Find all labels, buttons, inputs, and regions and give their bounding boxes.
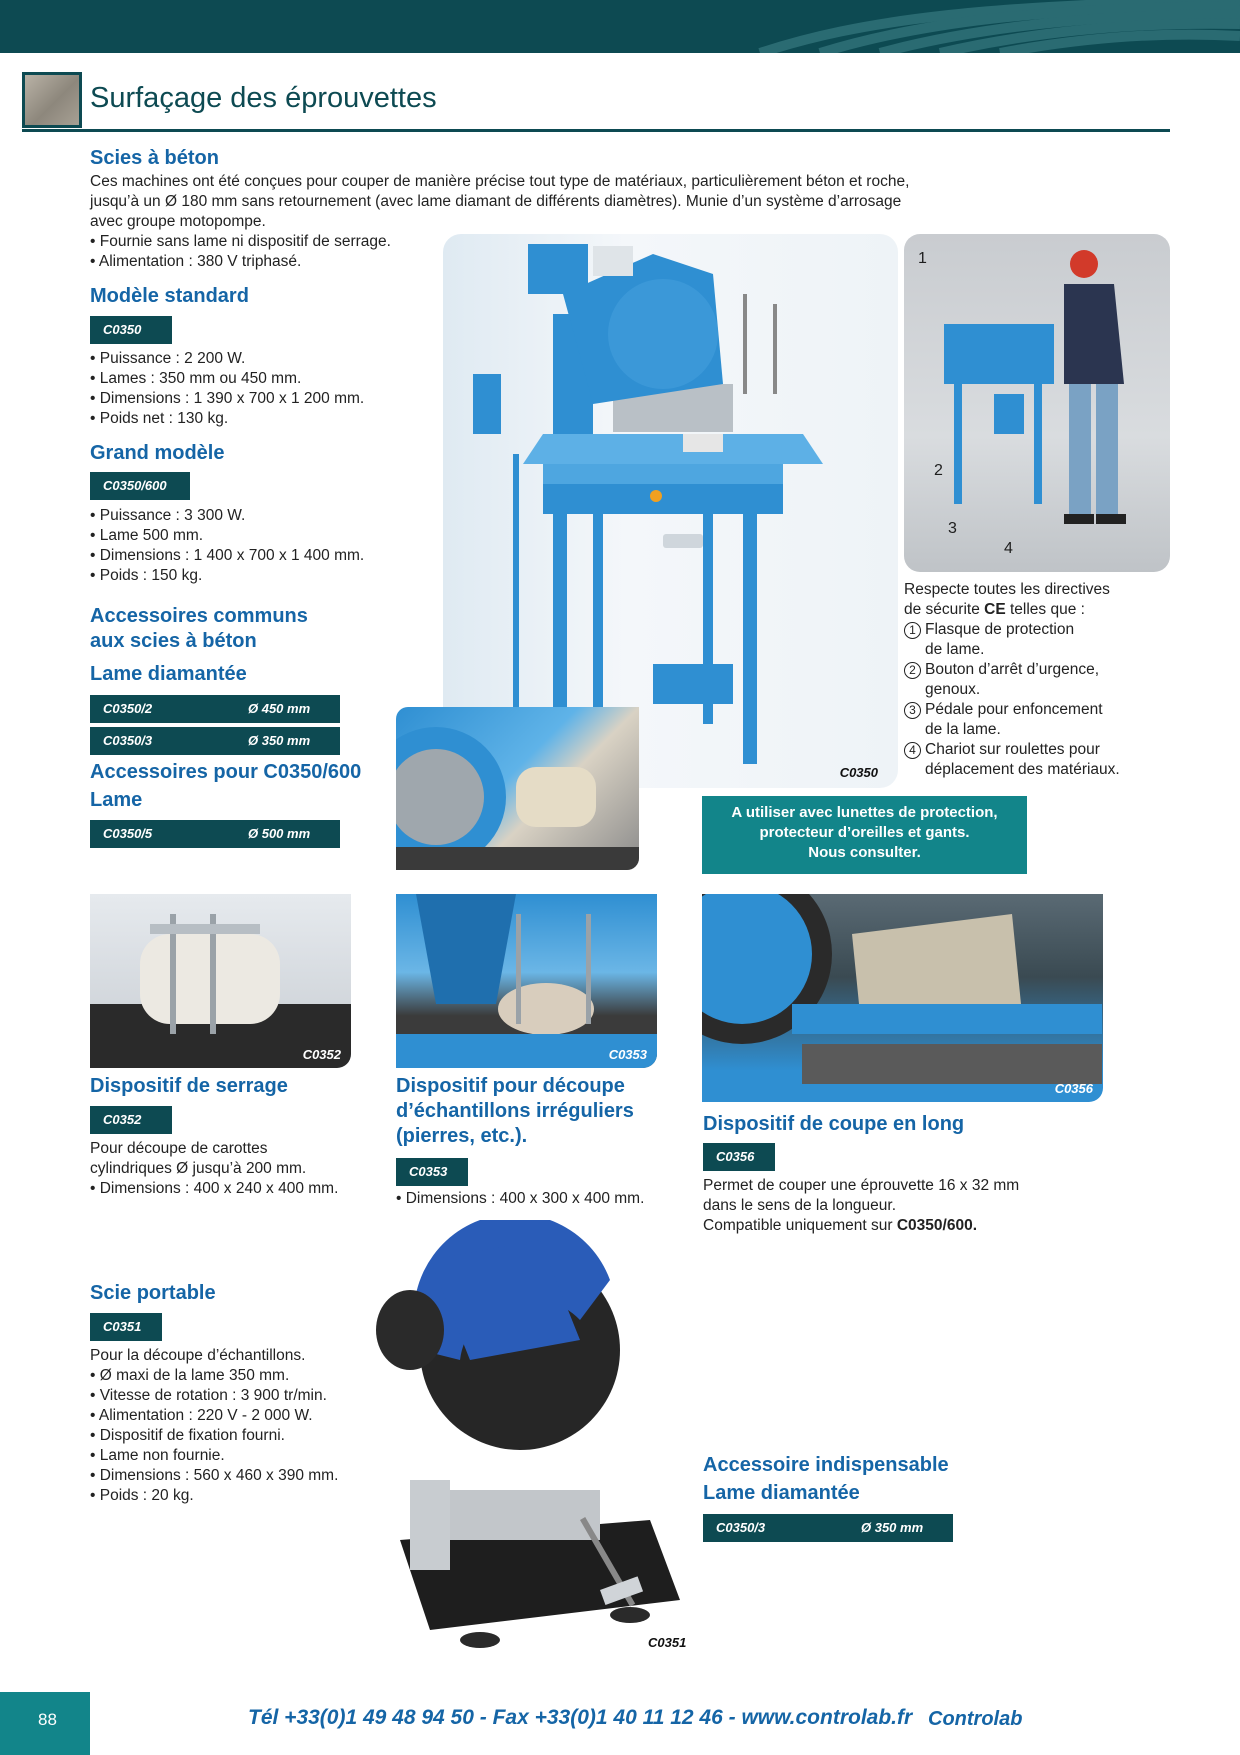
- photo-caption: C0353: [608, 1047, 647, 1062]
- accessory-code: C0350/5: [103, 826, 153, 841]
- heading-common-accessories: [90, 604, 308, 654]
- accessory-code: C0350/3: [716, 1520, 766, 1535]
- longcut-photo: [702, 894, 1103, 1102]
- safety-item-text: Bouton d’arrêt d’urgence,: [925, 661, 1100, 678]
- safety-item-text-2: déplacement des matériaux.: [925, 761, 1120, 778]
- spec-line: • Alimentation : 220 V - 2 000 W.: [90, 1407, 313, 1424]
- spec-line: • Poids net : 130 kg.: [90, 410, 229, 427]
- desc-line: Pour découpe de carottes: [90, 1140, 268, 1157]
- large-specs: [90, 506, 364, 586]
- photo-caption: C0356: [1054, 1081, 1093, 1096]
- desc-line: dans le sens de la longueur.: [703, 1197, 897, 1214]
- accessory-row: [90, 820, 340, 848]
- safety-item-num: 1: [904, 622, 921, 639]
- desc-line: cylindriques Ø jusqu’à 200 mm.: [90, 1160, 307, 1177]
- spec-line: • Dimensions : 560 x 460 x 390 mm.: [90, 1467, 339, 1484]
- longcut-illustration: [702, 894, 1103, 1102]
- spec-line: • Lame non fournie.: [90, 1447, 225, 1464]
- heading-large-model: Grand modèle: [90, 442, 225, 464]
- marker-4: 4: [1004, 540, 1013, 557]
- safety-ce-mark: CE: [984, 601, 1006, 618]
- code-tag-large: C0350/600: [90, 472, 190, 500]
- accessory-code: C0350/2: [103, 701, 153, 716]
- heading-accessories-600: Accessoires pour C0350/600: [90, 761, 362, 783]
- heading-blade: Lame: [90, 789, 143, 811]
- spec-line: • Puissance : 3 300 W.: [90, 507, 246, 524]
- heading-irregular: [396, 1074, 634, 1149]
- code-tag-longcut: C0356: [703, 1143, 775, 1171]
- safety-item-num: 3: [904, 702, 921, 719]
- accessory-value: Ø 450 mm: [248, 701, 311, 716]
- safety-item: [904, 700, 1120, 740]
- header-band: [0, 0, 1240, 53]
- blade-closeup-photo: [396, 707, 639, 870]
- title-texture-box: [22, 72, 82, 128]
- saws-bullet: • Fournie sans lame ni dispositif de serrage.: [90, 233, 391, 250]
- safety-intro-line2: [904, 600, 1120, 620]
- accessory-value: Ø 500 mm: [248, 826, 311, 841]
- section-heading-saws: Scies à béton: [90, 147, 219, 169]
- heading-line: (pierres, etc.).: [396, 1125, 528, 1147]
- accessory-row: [703, 1514, 953, 1542]
- code-tag-standard: C0350: [90, 316, 172, 344]
- notice-line: protecteur d’oreilles et gants.: [759, 824, 970, 841]
- marker-2: 2: [934, 462, 943, 479]
- photo-caption: C0352: [302, 1047, 341, 1062]
- heading-line: Dispositif pour découpe: [396, 1075, 625, 1097]
- marker-3: 3: [948, 520, 957, 537]
- footer-contact: Tél +33(0)1 49 48 94 50 - Fax +33(0)1 40 11 12 46 - www.controlab.fr: [248, 1706, 913, 1729]
- saws-intro-line: avec groupe motopompe.: [90, 213, 266, 230]
- safety-item: [904, 740, 1120, 780]
- spec-line: • Lames : 350 mm ou 450 mm.: [90, 370, 302, 387]
- header-wave-decoration: [0, 0, 1240, 53]
- safety-item-num: 4: [904, 742, 921, 759]
- spec-line: • Vitesse de rotation : 3 900 tr/min.: [90, 1387, 327, 1404]
- portable-saw-illustration: [350, 1220, 720, 1660]
- safety-list: [904, 580, 1120, 780]
- operator-photo: [904, 234, 1170, 572]
- safety-item: [904, 620, 1120, 660]
- safety-item-text-2: de lame.: [925, 641, 985, 658]
- page-title: Surfaçage des éprouvettes: [90, 82, 437, 114]
- saws-intro-line: Ces machines ont été conçues pour couper de manière précise tout type de matériaux, particulièrement béton et roche,: [90, 173, 910, 190]
- page-number: 88: [38, 1710, 57, 1729]
- spec-line: Pour la découpe d’échantillons.: [90, 1347, 306, 1364]
- accessory-value: Ø 350 mm: [248, 733, 311, 748]
- standard-specs: [90, 349, 364, 429]
- code-tag-portable: C0351: [90, 1313, 162, 1341]
- heading-standard-model: Modèle standard: [90, 285, 249, 307]
- safety-intro: Respecte toutes les directives: [904, 581, 1110, 598]
- code-tag-irregular: C0353: [396, 1158, 468, 1186]
- accessory-row: [90, 695, 340, 723]
- operator-illustration: [904, 234, 1170, 572]
- photo-caption: C0350: [839, 765, 878, 780]
- heading-line: Accessoires communs: [90, 605, 308, 627]
- heading-diamond-blade-2: Lame diamantée: [703, 1482, 860, 1504]
- safety-item: [904, 660, 1120, 700]
- portable-saw-photo: [350, 1220, 720, 1660]
- safety-intro-text: de sécurite: [904, 601, 985, 618]
- safety-item-text-2: genoux.: [925, 681, 981, 698]
- spec-line: • Lame 500 mm.: [90, 527, 204, 544]
- compat-text: Compatible uniquement sur: [703, 1217, 897, 1234]
- spec-line: • Dispositif de fixation fourni.: [90, 1427, 285, 1444]
- heading-longcut: Dispositif de coupe en long: [703, 1113, 965, 1135]
- accessory-row: [90, 727, 340, 755]
- notice-line: Nous consulter.: [808, 844, 921, 861]
- safety-item-text: Flasque de protection: [925, 621, 1075, 638]
- spec-line: • Puissance : 2 200 W.: [90, 350, 246, 367]
- footer-logo: Controlab: [928, 1708, 1023, 1730]
- photo-caption: C0351: [648, 1635, 687, 1650]
- safety-item-text-2: de la lame.: [925, 721, 1001, 738]
- concrete-saw-photo: [443, 234, 898, 788]
- spec-line: • Poids : 150 kg.: [90, 567, 203, 584]
- irregular-sample-photo: [396, 894, 657, 1068]
- saws-intro-line: jusqu’à un Ø 180 mm sans retournement (avec lame diamant de différents diamètres). Munie d’un système d’arrosage: [90, 193, 902, 210]
- spec-line: • Poids : 20 kg.: [90, 1487, 194, 1504]
- heading-clamp: Dispositif de serrage: [90, 1075, 288, 1097]
- clamp-description: [90, 1139, 338, 1199]
- saws-bullet: • Alimentation : 380 V triphasé.: [90, 253, 302, 270]
- longcut-description: [703, 1176, 1019, 1236]
- heading-line: aux scies à béton: [90, 630, 257, 652]
- spec-line: • Dimensions : 1 390 x 700 x 1 200 mm.: [90, 390, 365, 407]
- safety-item-num: 2: [904, 662, 921, 679]
- heading-essential-accessory: Accessoire indispensable: [703, 1454, 949, 1476]
- accessory-code: C0350/3: [103, 733, 153, 748]
- safety-notice: [702, 796, 1027, 874]
- accessory-value: Ø 350 mm: [861, 1520, 924, 1535]
- compat-model: C0350/600.: [896, 1217, 978, 1234]
- safety-intro-text: telles que :: [1005, 601, 1085, 618]
- title-rule: [22, 129, 1170, 132]
- desc-line: Permet de couper une éprouvette 16 x 32 mm: [703, 1177, 1020, 1194]
- notice-line: A utiliser avec lunettes de protection,: [731, 804, 998, 821]
- irregular-description: • Dimensions : 400 x 300 x 400 mm.: [396, 1190, 645, 1207]
- safety-item-text: Chariot sur roulettes pour: [925, 741, 1100, 758]
- clamp-photo: [90, 894, 351, 1068]
- concrete-saw-illustration: [443, 234, 898, 788]
- heading-diamond-blade: Lame diamantée: [90, 663, 247, 685]
- clamp-illustration: [90, 894, 351, 1068]
- desc-line: [703, 1216, 1019, 1236]
- portable-specs: [90, 1346, 338, 1506]
- spec-line: • Dimensions : 1 400 x 700 x 1 400 mm.: [90, 547, 365, 564]
- irregular-sample-illustration: [396, 894, 657, 1068]
- spec-line: • Ø maxi de la lame 350 mm.: [90, 1367, 290, 1384]
- heading-line: d’échantillons irréguliers: [396, 1100, 634, 1122]
- code-tag-clamp: C0352: [90, 1106, 172, 1134]
- safety-item-text: Pédale pour enfoncement: [925, 701, 1103, 718]
- desc-line: • Dimensions : 400 x 240 x 400 mm.: [90, 1180, 339, 1197]
- blade-closeup-illustration: [396, 707, 639, 870]
- heading-portable-saw: Scie portable: [90, 1282, 216, 1304]
- marker-1: 1: [918, 250, 927, 267]
